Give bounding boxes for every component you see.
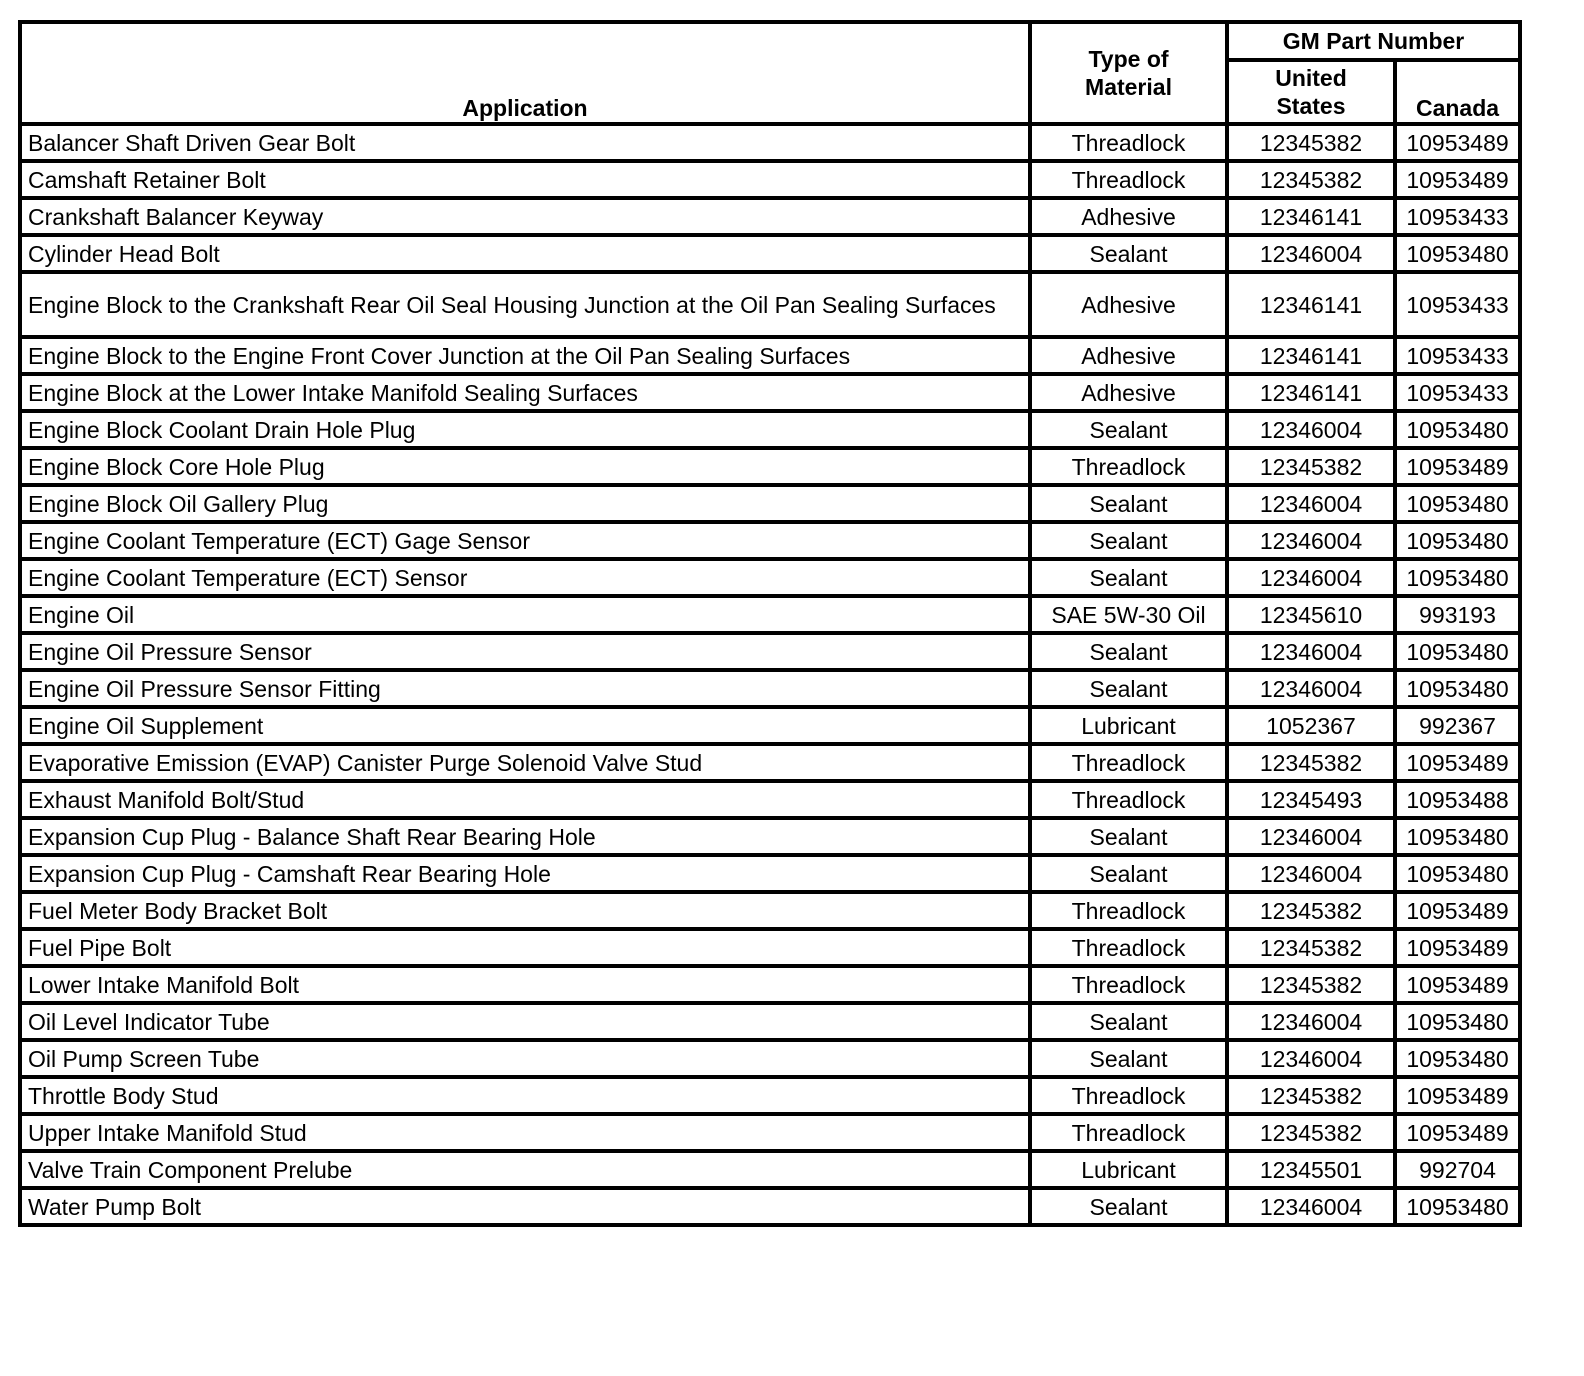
cell-us-part-number: 12345501 <box>1227 1151 1395 1188</box>
header-row-top <box>20 22 1520 60</box>
cell-application: Water Pump Bolt <box>20 1188 1030 1225</box>
cell-application: Expansion Cup Plug - Camshaft Rear Bearing Hole <box>20 855 1030 892</box>
cell-us-part-number: 12346004 <box>1227 1040 1395 1077</box>
cell-us-part-number: 12346004 <box>1227 855 1395 892</box>
cell-us-part-number: 12345382 <box>1227 929 1395 966</box>
cell-canada-part-number: 10953480 <box>1395 522 1520 559</box>
cell-type-of-material: Lubricant <box>1030 1151 1227 1188</box>
cell-type-of-material: Sealant <box>1030 485 1227 522</box>
cell-canada-part-number: 10953480 <box>1395 1003 1520 1040</box>
cell-type-of-material: Sealant <box>1030 633 1227 670</box>
table-row <box>20 374 1520 411</box>
cell-us-part-number: 12345382 <box>1227 892 1395 929</box>
table-row <box>20 1188 1520 1225</box>
cell-application: Engine Coolant Temperature (ECT) Sensor <box>20 559 1030 596</box>
table-row <box>20 818 1520 855</box>
table-row <box>20 670 1520 707</box>
cell-type-of-material: Threadlock <box>1030 929 1227 966</box>
column-header-type-of-material <box>1030 22 1227 124</box>
cell-application: Engine Oil Pressure Sensor <box>20 633 1030 670</box>
table-row <box>20 448 1520 485</box>
cell-us-part-number: 12346004 <box>1227 235 1395 272</box>
cell-type-of-material: Threadlock <box>1030 124 1227 161</box>
cell-type-of-material: Adhesive <box>1030 272 1227 337</box>
cell-us-part-number: 12346141 <box>1227 198 1395 235</box>
cell-canada-part-number: 10953480 <box>1395 559 1520 596</box>
cell-us-part-number: 12346004 <box>1227 633 1395 670</box>
cell-application: Evaporative Emission (EVAP) Canister Purge Solenoid Valve Stud <box>20 744 1030 781</box>
cell-us-part-number: 12345382 <box>1227 966 1395 1003</box>
table-row <box>20 1151 1520 1188</box>
cell-type-of-material: Threadlock <box>1030 781 1227 818</box>
cell-canada-part-number: 10953489 <box>1395 1114 1520 1151</box>
cell-canada-part-number: 10953433 <box>1395 374 1520 411</box>
cell-canada-part-number: 10953489 <box>1395 929 1520 966</box>
cell-us-part-number: 12346004 <box>1227 818 1395 855</box>
cell-us-part-number: 12345382 <box>1227 161 1395 198</box>
cell-application: Engine Block Core Hole Plug <box>20 448 1030 485</box>
cell-us-part-number: 12346004 <box>1227 411 1395 448</box>
cell-canada-part-number: 10953433 <box>1395 337 1520 374</box>
united-states-label: United States <box>1275 65 1347 119</box>
cell-type-of-material: SAE 5W-30 Oil <box>1030 596 1227 633</box>
cell-canada-part-number: 10953489 <box>1395 966 1520 1003</box>
cell-canada-part-number: 10953480 <box>1395 818 1520 855</box>
cell-type-of-material: Adhesive <box>1030 198 1227 235</box>
cell-type-of-material: Threadlock <box>1030 1114 1227 1151</box>
cell-canada-part-number: 10953480 <box>1395 633 1520 670</box>
cell-canada-part-number: 993193 <box>1395 596 1520 633</box>
cell-application: Engine Coolant Temperature (ECT) Gage Sensor <box>20 522 1030 559</box>
cell-application: Expansion Cup Plug - Balance Shaft Rear Bearing Hole <box>20 818 1030 855</box>
column-header-united-states <box>1227 60 1395 124</box>
cell-us-part-number: 12346004 <box>1227 559 1395 596</box>
cell-type-of-material: Sealant <box>1030 1003 1227 1040</box>
table-row <box>20 1003 1520 1040</box>
cell-type-of-material: Sealant <box>1030 411 1227 448</box>
table-row <box>20 411 1520 448</box>
cell-type-of-material: Lubricant <box>1030 707 1227 744</box>
cell-canada-part-number: 10953480 <box>1395 1040 1520 1077</box>
cell-application: Camshaft Retainer Bolt <box>20 161 1030 198</box>
table-row <box>20 1077 1520 1114</box>
cell-us-part-number: 12346004 <box>1227 670 1395 707</box>
table-row <box>20 781 1520 818</box>
cell-canada-part-number: 10953488 <box>1395 781 1520 818</box>
cell-type-of-material: Sealant <box>1030 1040 1227 1077</box>
table-row <box>20 337 1520 374</box>
cell-canada-part-number: 10953489 <box>1395 161 1520 198</box>
cell-us-part-number: 12345382 <box>1227 744 1395 781</box>
cell-application: Exhaust Manifold Bolt/Stud <box>20 781 1030 818</box>
cell-application: Engine Block to the Crankshaft Rear Oil Seal Housing Junction at the Oil Pan Sealing Surfaces <box>20 272 1030 337</box>
cell-type-of-material: Sealant <box>1030 670 1227 707</box>
cell-type-of-material: Sealant <box>1030 1188 1227 1225</box>
cell-canada-part-number: 10953489 <box>1395 892 1520 929</box>
cell-type-of-material: Threadlock <box>1030 892 1227 929</box>
cell-application: Lower Intake Manifold Bolt <box>20 966 1030 1003</box>
cell-application: Engine Block at the Lower Intake Manifold Sealing Surfaces <box>20 374 1030 411</box>
cell-us-part-number: 12346141 <box>1227 337 1395 374</box>
table-row <box>20 485 1520 522</box>
table-row <box>20 522 1520 559</box>
cell-us-part-number: 12345493 <box>1227 781 1395 818</box>
table-row <box>20 161 1520 198</box>
table-body <box>20 124 1520 1225</box>
table-row <box>20 235 1520 272</box>
cell-canada-part-number: 10953480 <box>1395 670 1520 707</box>
cell-application: Fuel Pipe Bolt <box>20 929 1030 966</box>
cell-canada-part-number: 10953489 <box>1395 448 1520 485</box>
table-row <box>20 272 1520 337</box>
cell-application: Oil Level Indicator Tube <box>20 1003 1030 1040</box>
cell-us-part-number: 12345382 <box>1227 1114 1395 1151</box>
cell-canada-part-number: 10953480 <box>1395 235 1520 272</box>
type-of-material-label: Type of Material <box>1085 46 1172 100</box>
table-row <box>20 966 1520 1003</box>
table-row <box>20 1040 1520 1077</box>
cell-application: Throttle Body Stud <box>20 1077 1030 1114</box>
table-row <box>20 559 1520 596</box>
cell-type-of-material: Sealant <box>1030 855 1227 892</box>
column-header-canada: Canada <box>1395 60 1520 124</box>
cell-type-of-material: Sealant <box>1030 818 1227 855</box>
cell-canada-part-number: 10953480 <box>1395 1188 1520 1225</box>
table-row <box>20 929 1520 966</box>
cell-us-part-number: 12346004 <box>1227 1003 1395 1040</box>
cell-canada-part-number: 10953433 <box>1395 198 1520 235</box>
cell-type-of-material: Sealant <box>1030 559 1227 596</box>
cell-type-of-material: Threadlock <box>1030 966 1227 1003</box>
cell-canada-part-number: 10953489 <box>1395 744 1520 781</box>
cell-us-part-number: 12346141 <box>1227 272 1395 337</box>
cell-canada-part-number: 10953489 <box>1395 1077 1520 1114</box>
cell-canada-part-number: 10953480 <box>1395 411 1520 448</box>
cell-application: Engine Oil Pressure Sensor Fitting <box>20 670 1030 707</box>
cell-application: Cylinder Head Bolt <box>20 235 1030 272</box>
cell-application: Engine Block Coolant Drain Hole Plug <box>20 411 1030 448</box>
cell-application: Valve Train Component Prelube <box>20 1151 1030 1188</box>
cell-type-of-material: Sealant <box>1030 522 1227 559</box>
cell-type-of-material: Threadlock <box>1030 161 1227 198</box>
table-row <box>20 1114 1520 1151</box>
cell-application: Balancer Shaft Driven Gear Bolt <box>20 124 1030 161</box>
cell-type-of-material: Threadlock <box>1030 1077 1227 1114</box>
cell-canada-part-number: 992367 <box>1395 707 1520 744</box>
table-row <box>20 855 1520 892</box>
cell-canada-part-number: 10953433 <box>1395 272 1520 337</box>
column-header-gm-part-number: GM Part Number <box>1227 22 1520 60</box>
cell-us-part-number: 12345382 <box>1227 1077 1395 1114</box>
cell-us-part-number: 12345382 <box>1227 448 1395 485</box>
cell-type-of-material: Threadlock <box>1030 448 1227 485</box>
cell-type-of-material: Adhesive <box>1030 337 1227 374</box>
table-row <box>20 198 1520 235</box>
cell-application: Upper Intake Manifold Stud <box>20 1114 1030 1151</box>
cell-application: Oil Pump Screen Tube <box>20 1040 1030 1077</box>
cell-application: Engine Oil Supplement <box>20 707 1030 744</box>
cell-us-part-number: 12346004 <box>1227 522 1395 559</box>
cell-application: Fuel Meter Body Bracket Bolt <box>20 892 1030 929</box>
cell-type-of-material: Sealant <box>1030 235 1227 272</box>
cell-us-part-number: 12346141 <box>1227 374 1395 411</box>
cell-canada-part-number: 992704 <box>1395 1151 1520 1188</box>
table-row <box>20 707 1520 744</box>
table-row <box>20 633 1520 670</box>
cell-application: Engine Block Oil Gallery Plug <box>20 485 1030 522</box>
cell-canada-part-number: 10953489 <box>1395 124 1520 161</box>
table-row <box>20 124 1520 161</box>
cell-us-part-number: 12346004 <box>1227 1188 1395 1225</box>
cell-application: Engine Block to the Engine Front Cover Junction at the Oil Pan Sealing Surfaces <box>20 337 1030 374</box>
cell-us-part-number: 12345610 <box>1227 596 1395 633</box>
cell-application: Engine Oil <box>20 596 1030 633</box>
cell-application: Crankshaft Balancer Keyway <box>20 198 1030 235</box>
table-row <box>20 892 1520 929</box>
table-row <box>20 744 1520 781</box>
column-header-application: Application <box>20 22 1030 124</box>
cell-canada-part-number: 10953480 <box>1395 485 1520 522</box>
cell-us-part-number: 1052367 <box>1227 707 1395 744</box>
sealers-adhesives-lubricants-table <box>18 20 1522 1227</box>
cell-us-part-number: 12345382 <box>1227 124 1395 161</box>
cell-us-part-number: 12346004 <box>1227 485 1395 522</box>
cell-canada-part-number: 10953480 <box>1395 855 1520 892</box>
table-row <box>20 596 1520 633</box>
cell-type-of-material: Threadlock <box>1030 744 1227 781</box>
cell-type-of-material: Adhesive <box>1030 374 1227 411</box>
